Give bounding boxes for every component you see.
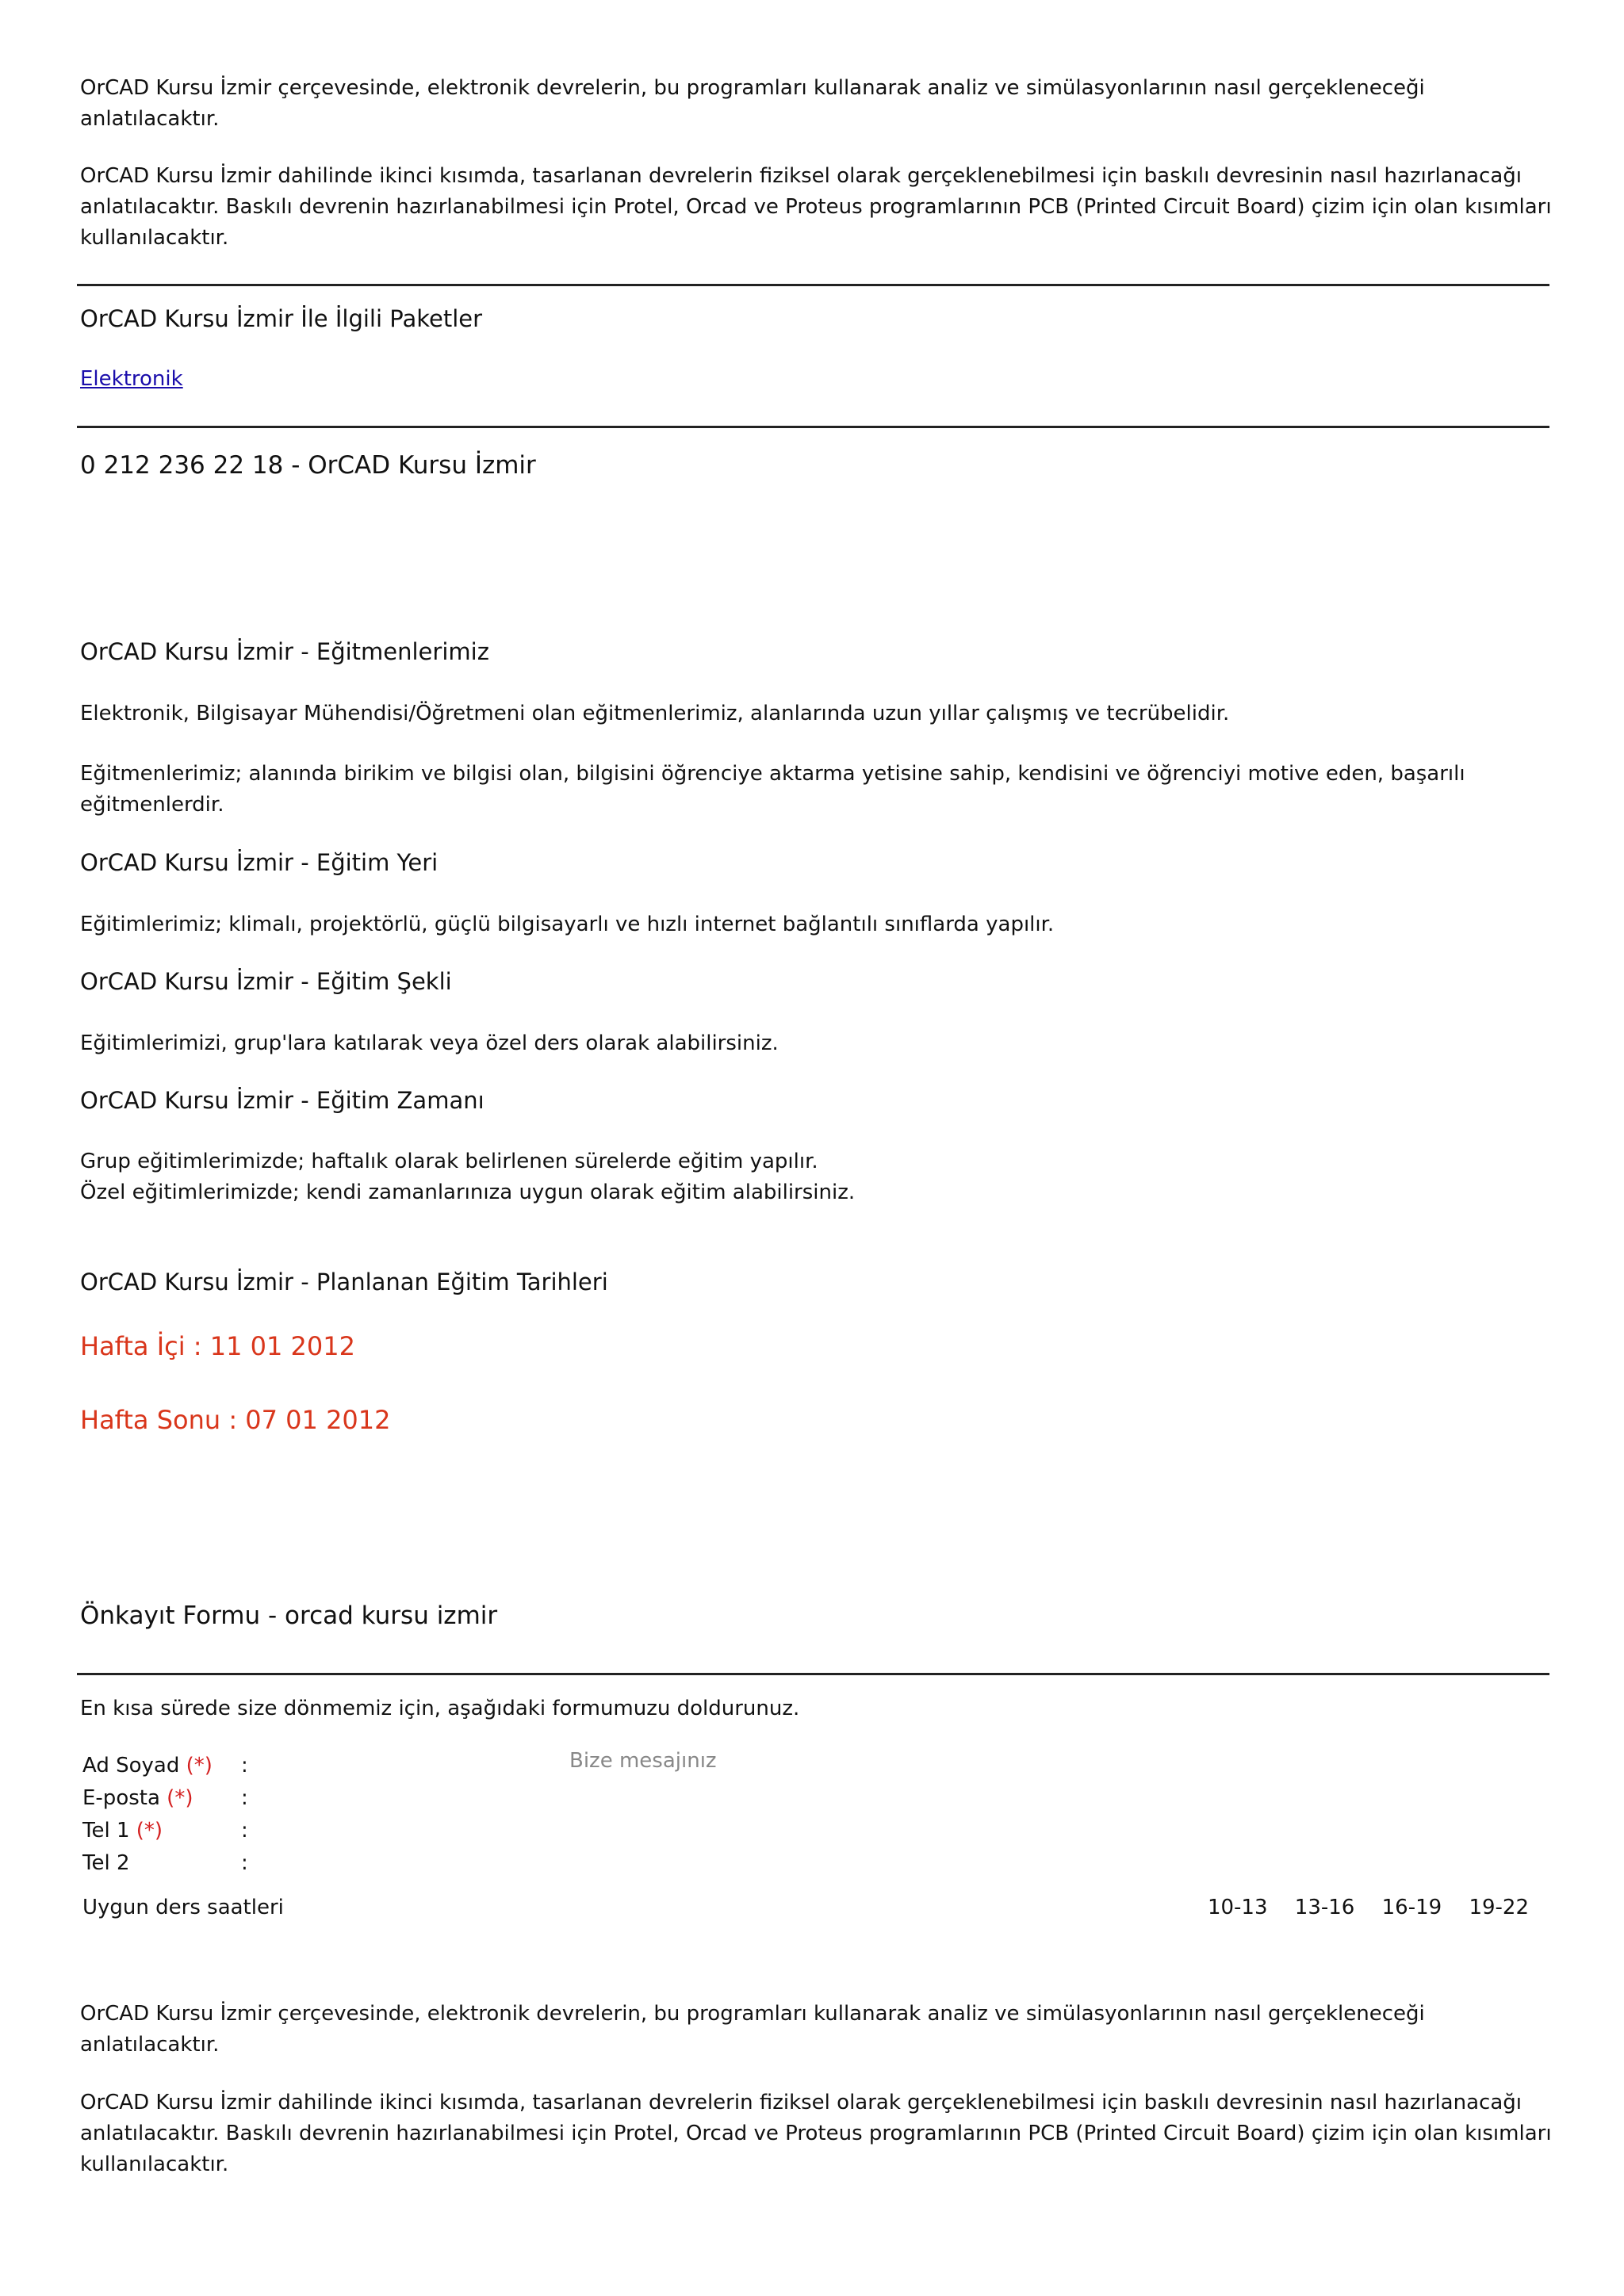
footer-paragraph-2: OrCAD Kursu İzmir dahilinde ikinci kısımda, tasarlanan devrelerin fiziksel olarak gerçeklenebilmesi için baskılı devresinin nasıl hazırlanacağı anlatılacaktır. Baskılı devrenin hazırlanabilmesi için Protel, Orcad ve Proteus programlarının PCB (Printed Circuit Board) çizim için olan kısımları kullanılacaktır. xyxy=(80,2091,1552,2176)
tel1-label: Tel 1 (*) xyxy=(82,1819,163,1843)
divider xyxy=(77,426,1549,428)
hours-options xyxy=(1187,1894,1529,1921)
form-title: Önkayıt Formu - orcad kursu izmir xyxy=(80,1601,498,1630)
intro-paragraph-2: OrCAD Kursu İzmir dahilinde ikinci kısımda, tasarlanan devrelerin fiziksel olarak gerçeklenebilmesi için baskılı devresinin nasıl hazırlanacağı anlatılacaktır. Baskılı devrenin hazırlanabilmesi için Protel, Orcad ve Proteus programlarının PCB (Printed Circuit Board) çizim için olan kısımları kullanılacaktır. xyxy=(80,164,1552,250)
intro-paragraph-1: OrCAD Kursu İzmir çerçevesinde, elektronik devrelerin, bu programları kullanarak analiz ve simülasyonlarının nasıl gerçekleneceği anlatılacaktır. xyxy=(80,76,1425,131)
footer-paragraph-1: OrCAD Kursu İzmir çerçevesinde, elektronik devrelerin, bu programları kullanarak analiz ve simülasyonlarının nasıl gerçekleneceği anlatılacaktır. xyxy=(80,2002,1425,2057)
dates-heading: OrCAD Kursu İzmir - Planlanan Eğitim Tarihleri xyxy=(80,1269,608,1295)
email-label: E-posta (*) xyxy=(82,1786,193,1810)
format-heading: OrCAD Kursu İzmir - Eğitim Şekli xyxy=(80,968,452,995)
colon: : xyxy=(241,1786,248,1810)
trainers-paragraph-2: Eğitmenlerimiz; alanında birikim ve bilgisi olan, bilgisini öğrenciye aktarma yetisine sahip, kendisini ve öğrenciyi motive eden, başarılı eğitmenlerdir. xyxy=(80,762,1465,817)
trainers-paragraph-1: Elektronik, Bilgisayar Mühendisi/Öğretmeni olan eğitmenlerimiz, alanlarında uzun yıllar çalışmış ve tecrübelidir. xyxy=(80,702,1230,725)
hours-label: Uygun ders saatleri xyxy=(82,1896,284,1919)
colon: : xyxy=(241,1819,248,1843)
weekday-date: Hafta İçi : 11 01 2012 xyxy=(80,1331,355,1361)
weekend-date: Hafta Sonu : 07 01 2012 xyxy=(80,1405,391,1435)
required-mark: (*) xyxy=(136,1819,163,1843)
required-mark: (*) xyxy=(186,1754,213,1777)
hour-option[interactable]: 16-19 xyxy=(1381,1896,1442,1919)
divider xyxy=(77,1673,1549,1675)
message-textarea[interactable] xyxy=(569,1747,1537,1866)
tel2-label: Tel 2 xyxy=(82,1851,130,1875)
format-paragraph: Eğitimlerimizi, grup'lara katılarak veya özel ders olarak alabilirsiniz. xyxy=(80,1031,779,1055)
trainers-heading: OrCAD Kursu İzmir - Eğitmenlerimiz xyxy=(80,638,489,665)
phone-heading: 0 212 236 22 18 - OrCAD Kursu İzmir xyxy=(80,451,536,480)
location-heading: OrCAD Kursu İzmir - Eğitim Yeri xyxy=(80,849,439,876)
time-line-2: Özel eğitimlerimizde; kendi zamanlarınıza uygun olarak eğitim alabilirsiniz. xyxy=(80,1181,856,1204)
colon: : xyxy=(241,1754,248,1777)
elektronik-link[interactable]: Elektronik xyxy=(80,367,183,391)
time-line-1: Grup eğitimlerimizde; haftalık olarak belirlenen sürelerde eğitim yapılır. xyxy=(80,1150,818,1173)
divider xyxy=(77,284,1549,286)
colon: : xyxy=(241,1851,248,1875)
packages-heading: OrCAD Kursu İzmir İle İlgili Paketler xyxy=(80,305,483,332)
required-mark: (*) xyxy=(167,1786,193,1810)
hour-option[interactable]: 19-22 xyxy=(1469,1896,1529,1919)
time-heading: OrCAD Kursu İzmir - Eğitim Zamanı xyxy=(80,1087,485,1114)
name-label: Ad Soyad (*) xyxy=(82,1754,213,1777)
form-intro: En kısa sürede size dönmemiz için, aşağıdaki formumuzu doldurunuz. xyxy=(80,1697,800,1720)
hour-option[interactable]: 10-13 xyxy=(1207,1896,1268,1919)
hour-option[interactable]: 13-16 xyxy=(1294,1896,1355,1919)
location-paragraph: Eğitimlerimiz; klimalı, projektörlü, güçlü bilgisayarlı ve hızlı internet bağlantılı sınıflarda yapılır. xyxy=(80,913,1055,936)
